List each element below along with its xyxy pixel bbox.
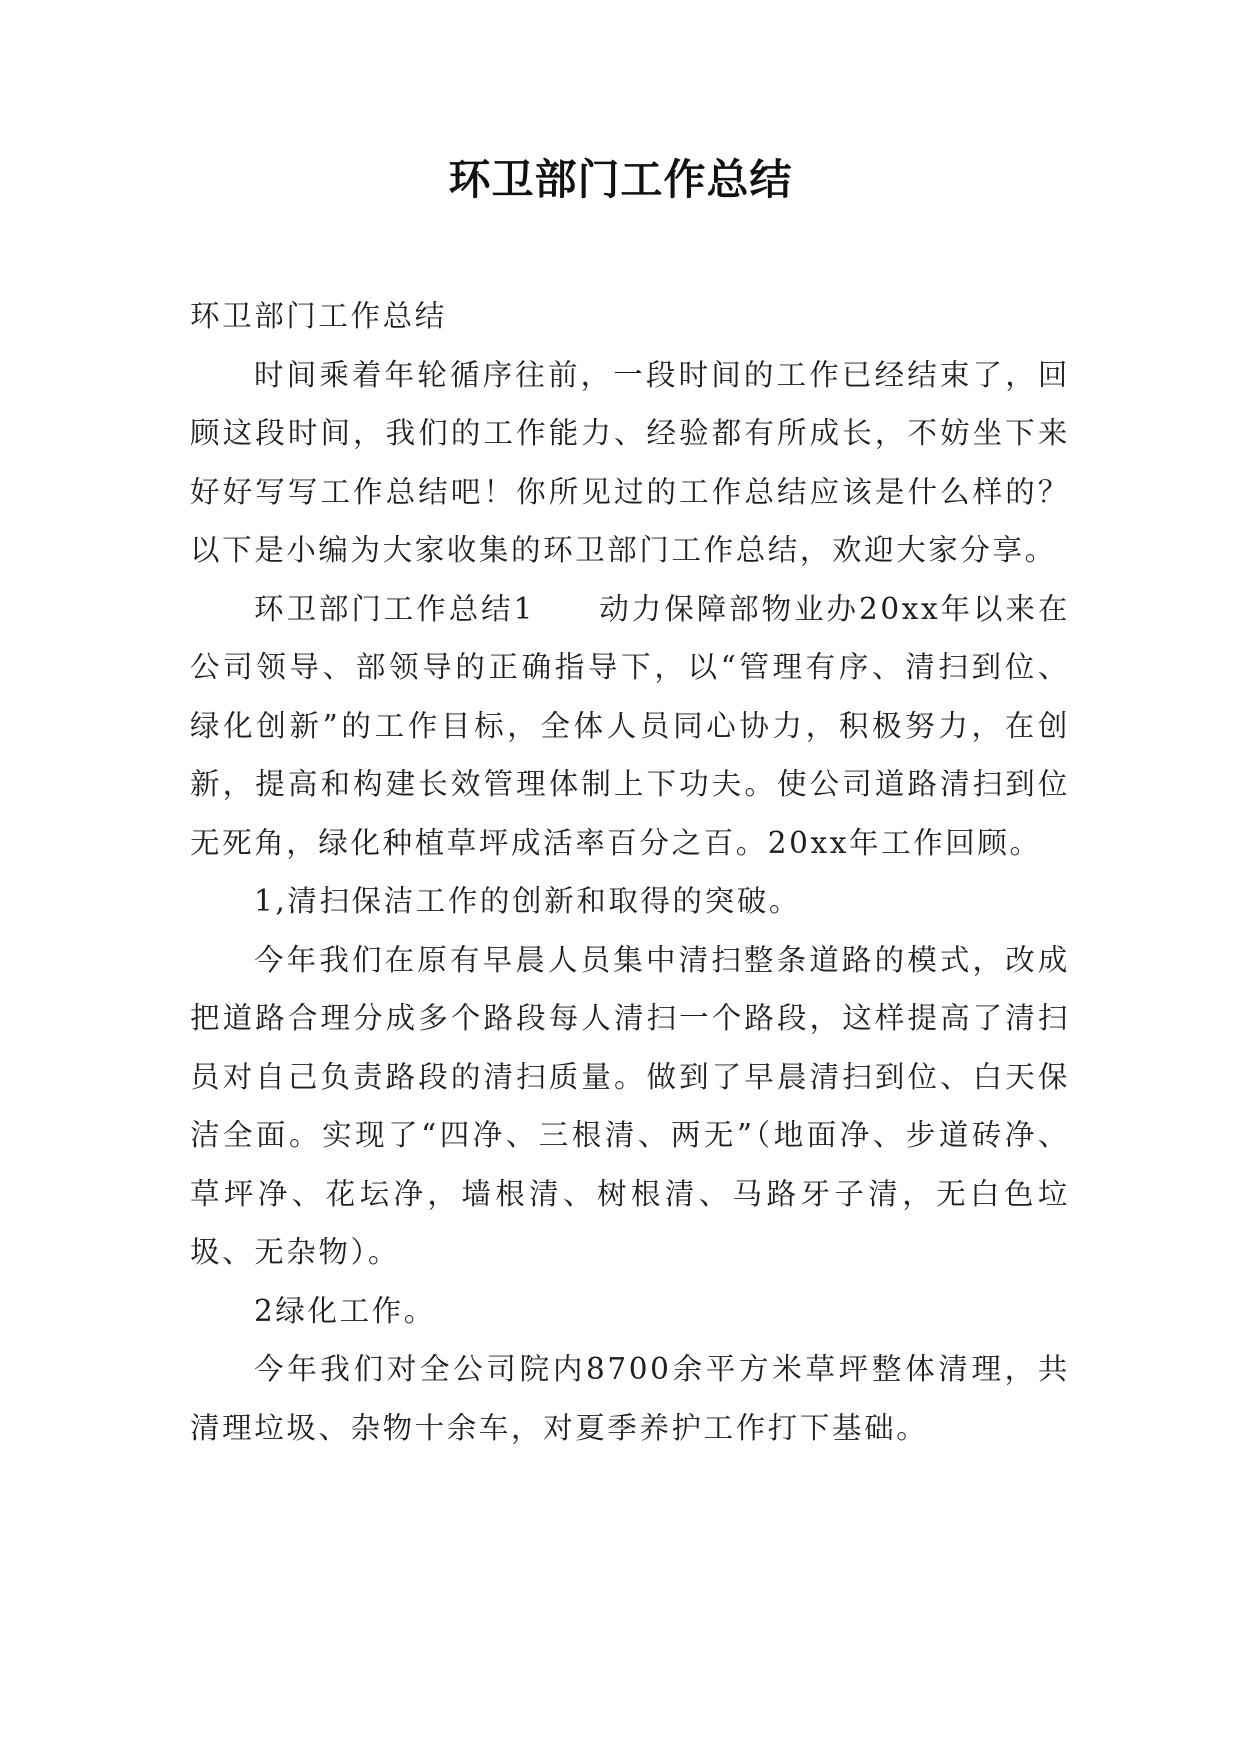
- section1-body: 动力保障部物业办20xx年以来在公司领导、部领导的正确指导下，以“管理有序、清扫到位、绿化创新”的工作目标，全体人员同心协力，积极努力，在创新，提高和构建长效管理体制上下功夫。使公司道路清扫到位无死角，绿化种植草坪成活率百分之百。20xx年工作回顾。: [190, 591, 1070, 860]
- document-body: [190, 287, 1070, 1457]
- item2-heading: 2绿化工作。: [254, 1293, 436, 1328]
- item1-heading: 1,清扫保洁工作的创新和取得的突破。: [254, 884, 801, 918]
- document-title: 环卫部门工作总结: [448, 155, 793, 204]
- item1-paragraph: 今年我们在原有早晨人员集中清扫整条道路的模式，改成把道路合理分成多个路段每人清扫一个路段，这样提高了清扫员对自己负责路段的清扫质量。做到了早晨清扫到位、白天保洁全面。实现了“四净、三根清、两无”（地面净、步道砖净、草坪净、花坛净，墙根清、树根清、马路牙子清，无白色垃圾、无杂物）。: [190, 942, 1070, 1269]
- item2-paragraph: 今年我们对全公司院内8700余平方米草坪整体清理，共清理垃圾、杂物十余车，对夏季养护工作打下基础。: [190, 1352, 1070, 1445]
- intro-paragraph: 时间乘着年轮循序往前，一段时间的工作已经结束了，回顾这段时间，我们的工作能力、经验都有所成长，不妨坐下来好好写写工作总结吧！你所见过的工作总结应该是什么样的？以下是小编为大家收集的环卫部门工作总结，欢迎大家分享。: [190, 357, 1070, 567]
- section1-heading: 环卫部门工作总结1: [254, 591, 535, 626]
- document-subtitle: 环卫部门工作总结: [190, 299, 447, 333]
- section1-paragraph: [190, 580, 1070, 873]
